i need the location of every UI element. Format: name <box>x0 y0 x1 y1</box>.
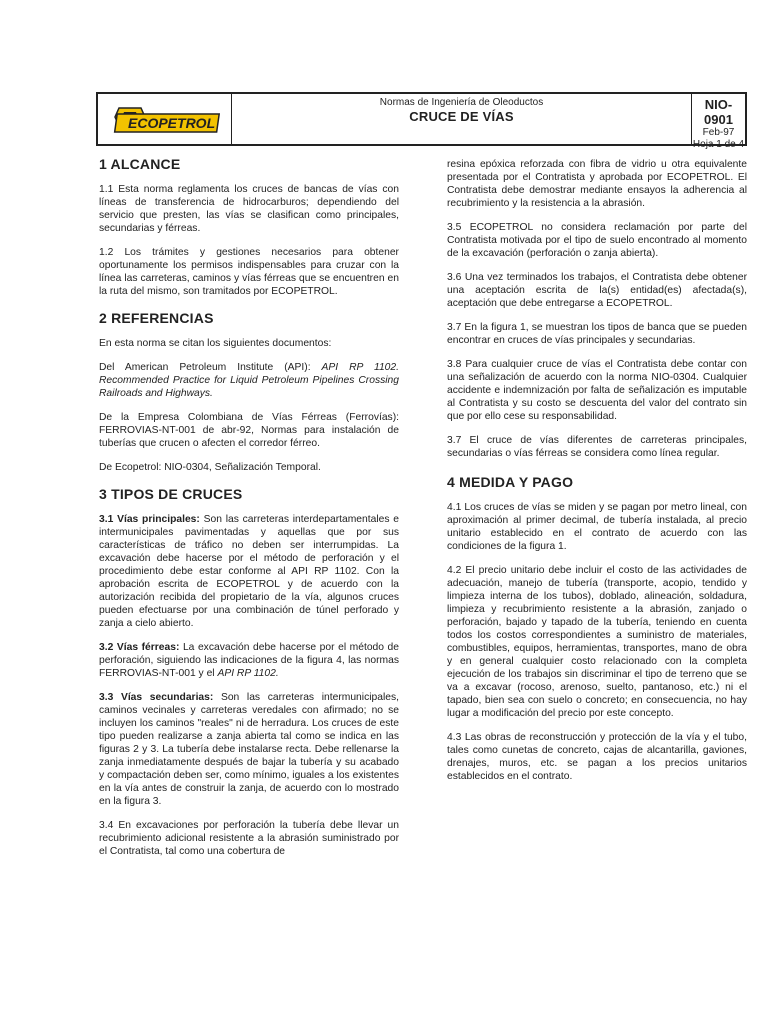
paragraph-3-1 <box>99 513 399 630</box>
section-heading-medida-y-pago: 4 MEDIDA Y PAGO <box>447 474 574 490</box>
left-column <box>99 158 399 869</box>
paragraph-3-1-lead: 3.1 Vías principales: <box>99 514 200 525</box>
paragraph-2-4: De Ecopetrol: NIO-0304, Señalización Temporal. <box>99 462 321 473</box>
paragraph-3-1-text: Son las carreteras interdepartamentales e intermunicipales pavimentadas y aquellas que por sus características de tráfico no deben ser interrumpidas. La excavación debe hacerse por el método de perforación y el procedimiento debe estar conforme al API RP 1102. Con la aprobación escrita de ECOPETROL y de acuerdo con la autorización recibida del propietario de la vía, algunos cruces pueden efectuarse por una combinación de túnel perforado y zanja a cielo abierto. <box>99 514 399 629</box>
reference-api-source: Del American Petroleum Institute (API): <box>99 362 322 373</box>
paragraph-3-3-text: Son las carreteras intermunicipales, caminos vecinales y carreteras veredales con afirmado; no se incluyen los caminos "reales" ni de herradura. Los cruces de este tipo pueden realizarse a zanja abierta tal como se indica en las figuras 2 y 3. La tubería debe instalarse recta. Debe rellenarse la zanja inmediatamente después de bajar la tubería y su acabado y compactación deben ser, como mínimo, iguales a los existentes en la vía antes de construir la zanja, de acuerdo con lo mostrado en la figura 3. <box>99 692 399 807</box>
paragraph-2-3: De la Empresa Colombiana de Vías Férreas (Ferrovías): FERROVIAS-NT-001 de abr-92, Normas para instalación de tuberías que crucen o afecten el corredor férreo. <box>99 412 399 449</box>
paragraph-3-5: 3.5 ECOPETROL no considera reclamación por parte del Contratista motivada por el tipo de suelo encontrado al momento de la excavación (perforación o zanja abierta). <box>447 222 747 259</box>
right-column <box>447 158 747 794</box>
reference-api-title: API RP 1102. Recommended Practice for Liquid Petroleum Pipelines Crossing Railroads and Highways. <box>99 362 399 399</box>
paragraph-3-2-text: La excavación debe hacerse por el método de perforación, siguiendo las indicaciones de la figura 4, las normas FERROVIAS-NT-001 y el <box>99 642 400 679</box>
document-date: Feb-97 <box>702 127 735 138</box>
paragraph-3-7b: 3.7 El cruce de vías diferentes de carreteras principales, secundarias o vías férreas se considera como línea regular. <box>447 435 747 459</box>
paragraph-4-2: 4.2 El precio unitario debe incluir el costo de las actividades de adecuación, manejo de tubería (transporte, acopio, tendido y limpieza interna de los tubos), doblado, alineación, soldadura, limpieza y recubrimiento resistente a la abrasión, zanjado o perforación, bajado y tapado de la tubería, teniendo en cuenta todos los costos correspondientes a suministro de materiales, combustibles, equipos, herramientas, transportes, mano de obra y en general cualquier costo relacionado con la completa ejecución de los trabajos sin discriminar el tipo de terreno que se va a excavar (rocoso, arenoso, suelto, pantanoso, etc.) ni el tapado, bien sea con suelo o concreto; en consecuencia, no hay lugar a modificación del precio por este concepto. <box>447 565 747 719</box>
section-heading-referencias: 2 REFERENCIAS <box>99 310 214 326</box>
document-code: NIO-0901 <box>704 97 733 127</box>
paragraph-3-2-lead: 3.2 Vías férreas: <box>99 642 180 653</box>
paragraph-3-4-continued: resina epóxica reforzada con fibra de vidrio u otra equivalente presentada por el Contratista y aprobada por ECOPETROL. El Contratista debe demostrar mediante ensayos la adherencia al recubrimiento y la resistencia a la abrasión. <box>447 159 747 209</box>
ecopetrol-logo <box>98 94 228 144</box>
document-subtitle: Normas de Ingeniería de Oleoductos <box>379 97 544 108</box>
paragraph-3-6: 3.6 Una vez terminados los trabajos, el Contratista debe obtener una aceptación escrita de la(s) entidad(es) afectada(s), aceptación que debe entregarse a ECOPETROL. <box>447 272 747 309</box>
page-number: Hoja 1 de 4 <box>692 139 745 150</box>
logo-cell <box>98 94 232 144</box>
paragraph-1-1: 1.1 Esta norma reglamenta los cruces de bancas de vías con líneas de transferencia de hidrocarburos; dependiendo del servicio que presten, las vías se clasifican como principales, secundarias y férreas. <box>99 184 399 234</box>
paragraph-3-4: 3.4 En excavaciones por perforación la tubería debe llevar un recubrimiento adicional resistente a la abrasión suministrado por el Contratista, tal como una cobertura de <box>99 820 399 857</box>
svg-text:ECOPETROL: ECOPETROL <box>128 115 216 131</box>
paragraph-1-2: 1.2 Los trámites y gestiones necesarios para obtener oportunamente los permisos indispensables para cruzar con la línea las carreteras, caminos y vías férreas que se encuentren en la ruta del mismo, son tramitados por ECOPETROL. <box>99 247 399 297</box>
paragraph-3-8: 3.8 Para cualquier cruce de vías el Contratista debe contar con una señalización de acuerdo con la norma NIO-0304. Cualquier accidente e indemnización por falta de señalización es imputable al Contratista y su costo se descuenta del valor del contrato sin que por ello cese su responsabilidad. <box>447 359 747 422</box>
section-heading-tipos-de-cruces: 3 TIPOS DE CRUCES <box>99 486 243 502</box>
paragraph-3-2 <box>99 641 399 680</box>
document-title: CRUCE DE VÍAS <box>409 109 514 124</box>
paragraph-3-3 <box>99 691 399 808</box>
section-heading-alcance: 1 ALCANCE <box>99 156 181 172</box>
paragraph-4-3: 4.3 Las obras de reconstrucción y protección de la vía y el tubo, tales como cunetas de concreto, cajas de alcantarilla, gaviones, drenajes, muros, etc. se pagan a los precios unitarios establecidos en el contrato. <box>447 732 747 782</box>
paragraph-2-1: En esta norma se citan los siguientes documentos: <box>99 338 332 349</box>
code-cell <box>692 94 745 150</box>
paragraph-4-1: 4.1 Los cruces de vías se miden y se pagan por metro lineal, con aproximación al primer decimal, de tubería instalada, al precio unitario establecido en el contrato de acuerdo con las condiciones de la figura 1. <box>447 502 747 552</box>
paragraph-2-2 <box>99 361 399 400</box>
paragraph-3-3-lead: 3.3 Vías secundarias: <box>99 692 214 703</box>
document-header <box>96 92 747 150</box>
title-cell <box>232 94 692 144</box>
paragraph-3-7a: 3.7 En la figura 1, se muestran los tipos de banca que se pueden encontrar en cruces de vías principales y secundarias. <box>447 322 747 346</box>
paragraph-3-2-ref: API RP 1102. <box>217 668 279 679</box>
